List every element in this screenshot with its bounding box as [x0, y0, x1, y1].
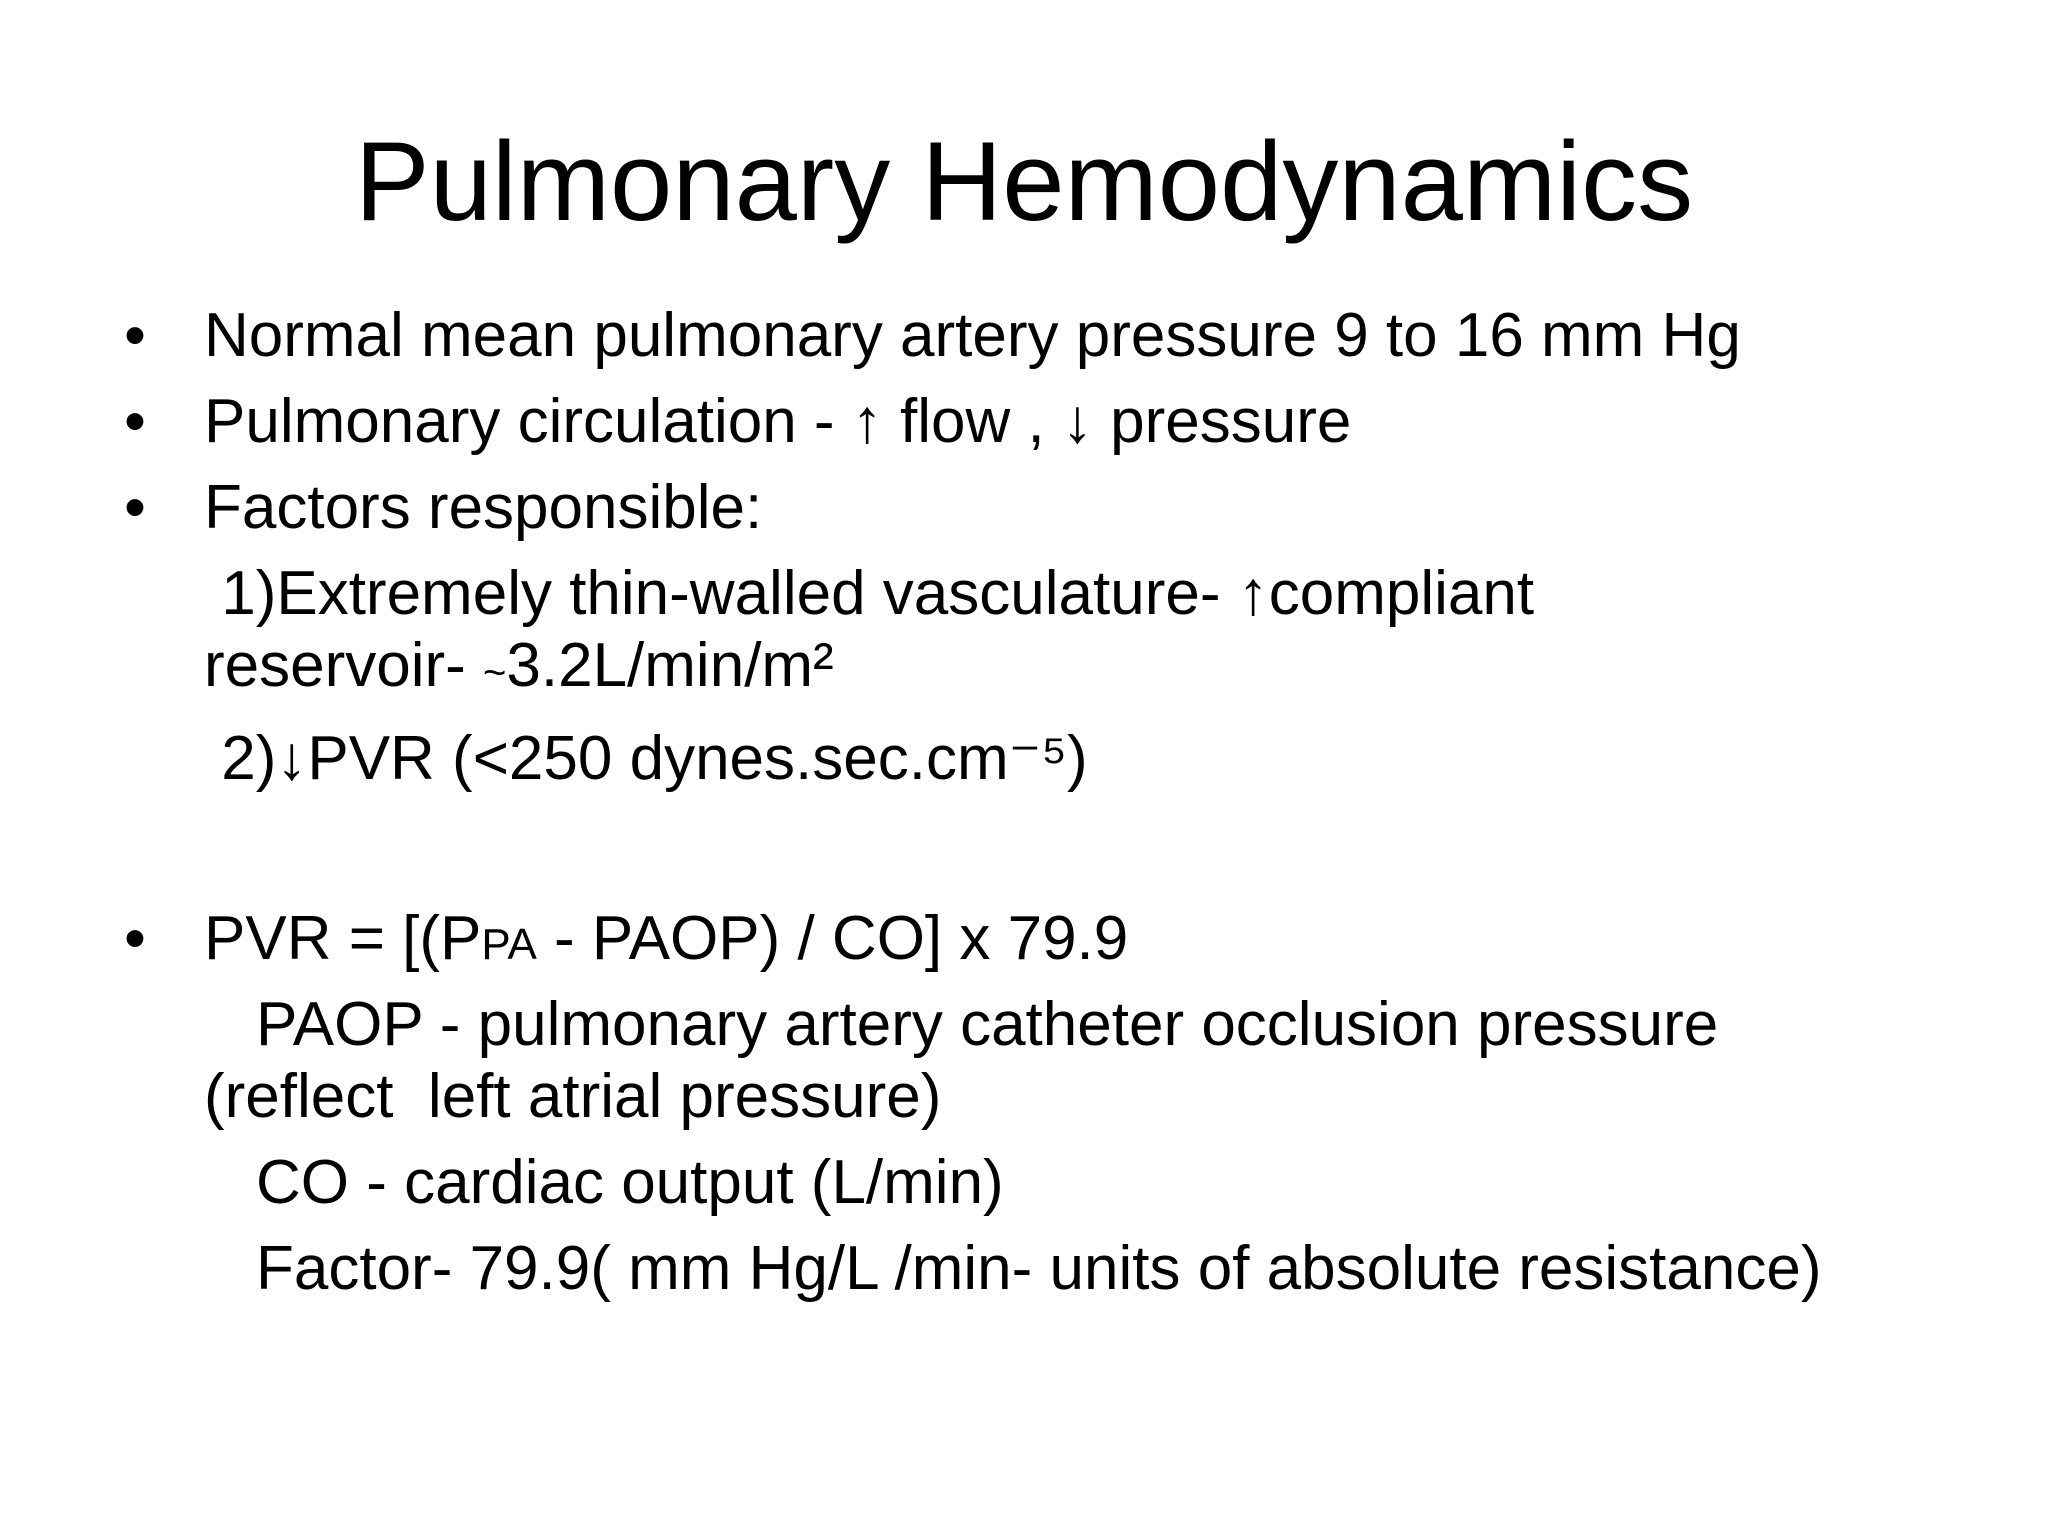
paop-definition-line-1: PAOP - pulmonary artery catheter occlusion pressure	[256, 990, 1719, 1059]
slide-title: Pulmonary Hemodynamics	[354, 119, 1694, 244]
bullet-icon: •	[124, 904, 146, 973]
factor-1-line-1: 1)Extremely thin-walled vasculature- ↑compliant	[204, 559, 1535, 628]
bullet-factors	[120, 472, 1980, 558]
factor-1-line-2	[120, 630, 1980, 709]
bullet-icon: •	[124, 301, 146, 370]
bullet-icon: •	[124, 473, 146, 542]
factor-1-value: 3.2L/min/m²	[506, 631, 834, 700]
paop-definition-line-2: (reflect left atrial pressure)	[204, 1062, 942, 1131]
bullet-text: Normal mean pulmonary artery pressure 9 to 16 mm Hg	[204, 301, 1741, 370]
formula-pre: PVR = [(P	[204, 904, 482, 973]
bullet-circulation	[120, 386, 1980, 472]
formula-post: - PAOP) / CO] x 79.9	[536, 904, 1129, 973]
factor-1-prefix: reservoir-	[204, 631, 484, 700]
bullet-text: Factors responsible:	[204, 473, 763, 542]
factor-definition: Factor- 79.9( mm Hg/L /min- units of absolute resistance)	[256, 1234, 1822, 1303]
spacer	[120, 795, 1980, 867]
bullet-normal-pressure	[120, 300, 1980, 386]
formula-subscript: PA	[481, 920, 537, 969]
tilde-symbol: ~	[483, 651, 507, 695]
bullet-pvr-formula	[120, 903, 1980, 989]
factor-2: 2)↓PVR (<250 dynes.sec.cm⁻⁵)	[204, 724, 1088, 793]
co-definition: CO - cardiac output (L/min)	[256, 1148, 1004, 1217]
slide-body	[120, 300, 1980, 1305]
bullet-text: Pulmonary circulation - ↑ flow , ↓ pressure	[204, 387, 1352, 456]
bullet-icon: •	[124, 387, 146, 456]
